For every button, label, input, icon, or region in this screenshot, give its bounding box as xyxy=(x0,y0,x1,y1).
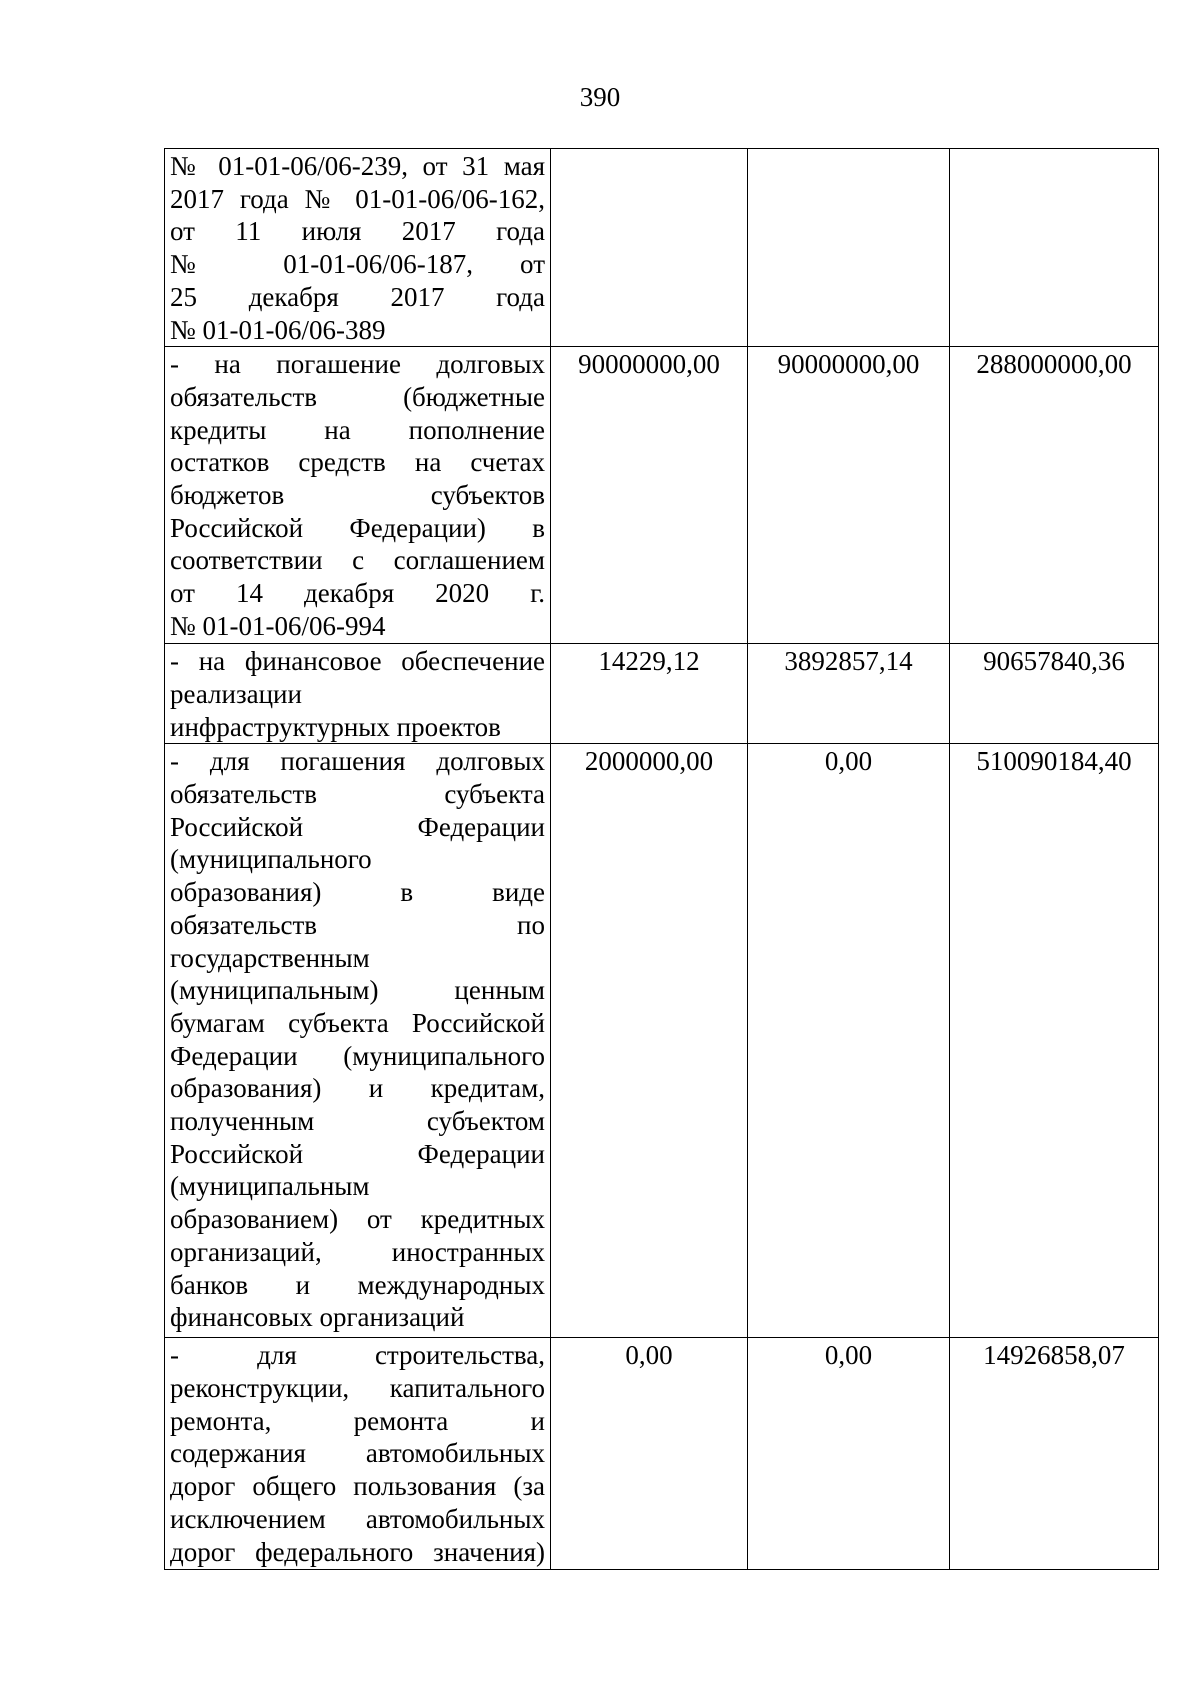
value-cell-3: 14926858,07 xyxy=(950,1338,1159,1570)
value-cell-3 xyxy=(950,149,1159,347)
description-line: 25 декабря 2017 года xyxy=(170,281,545,312)
description-line: финансовых организаций xyxy=(170,1302,465,1333)
value-cell-2: 3892857,14 xyxy=(748,644,950,744)
description-line: содержания автомобильных xyxy=(170,1438,545,1469)
description-line: ремонта, ремонта и xyxy=(170,1405,545,1436)
description-line: образования) и кредитам, xyxy=(170,1073,545,1104)
description-line: Российской Федерации xyxy=(170,1138,545,1169)
description-line: от 11 июля 2017 года xyxy=(170,216,545,247)
budget-table xyxy=(164,148,1159,1570)
description-line: № 01-01-06/06-994 xyxy=(170,610,386,641)
value-cell-2: 90000000,00 xyxy=(748,347,950,644)
description-line: - на финансовое обеспечение xyxy=(170,646,545,677)
value-cell-1: 2000000,00 xyxy=(551,744,748,1338)
description-line: образования) в виде xyxy=(170,877,545,908)
description-line: Российской Федерации) в xyxy=(170,512,545,543)
value-cell-1 xyxy=(551,149,748,347)
value-cell-3: 90657840,36 xyxy=(950,644,1159,744)
description-line: исключением автомобильных xyxy=(170,1503,545,1534)
value-cell-1: 14229,12 xyxy=(551,644,748,744)
description-line: обязательств субъекта xyxy=(170,779,545,810)
value-cell-3: 510090184,40 xyxy=(950,744,1159,1338)
page-number: 390 xyxy=(579,82,621,112)
value-cell-2: 0,00 xyxy=(748,1338,950,1570)
description-line: банков и международных xyxy=(170,1269,545,1300)
description-line: реконструкции, капитального xyxy=(170,1373,545,1404)
description-line: бюджетов субъектов xyxy=(170,480,545,511)
description-line: организаций, иностранных xyxy=(170,1236,545,1267)
description-line: государственным xyxy=(170,942,370,973)
value-cell-2 xyxy=(748,149,950,347)
description-line: остатков средств на счетах xyxy=(170,447,545,478)
description-line: - на погашение долговых xyxy=(170,349,545,380)
table-row xyxy=(165,1338,1159,1570)
row-description xyxy=(165,347,551,644)
description-line: соответствии с соглашением xyxy=(170,545,545,576)
description-line: полученным субъектом xyxy=(170,1106,545,1137)
value-cell-2: 0,00 xyxy=(748,744,950,1338)
description-line: обязательств по xyxy=(170,909,545,940)
description-line: Федерации (муниципального xyxy=(170,1040,545,1071)
description-line: от 14 декабря 2020 г. xyxy=(170,578,545,609)
table-row xyxy=(165,347,1159,644)
row-description xyxy=(165,149,551,347)
row-description xyxy=(165,1338,551,1570)
value-cell-1: 90000000,00 xyxy=(551,347,748,644)
description-line: реализации xyxy=(170,678,302,709)
row-description xyxy=(165,744,551,1338)
description-line: № 01-01-06/06-239, от 31 мая xyxy=(170,151,545,181)
table-row xyxy=(165,149,1159,347)
description-line: инфраструктурных проектов xyxy=(170,711,501,742)
description-line: дорог общего пользования (за xyxy=(170,1471,545,1502)
description-line: 2017 года № 01-01-06/06-162, xyxy=(170,183,545,214)
description-line: - для строительства, xyxy=(170,1340,545,1371)
table-row xyxy=(165,744,1159,1338)
value-cell-1: 0,00 xyxy=(551,1338,748,1570)
description-line: (муниципальным) ценным xyxy=(170,975,545,1006)
description-line: № 01-01-06/06-187, от xyxy=(170,249,545,280)
description-line: кредиты на пополнение xyxy=(170,414,545,445)
value-cell-3: 288000000,00 xyxy=(950,347,1159,644)
table-row xyxy=(165,644,1159,744)
description-line: бумагам субъекта Российской xyxy=(170,1007,545,1038)
description-line: обязательств (бюджетные xyxy=(170,381,545,412)
description-line: дорог федерального значения) xyxy=(170,1536,545,1567)
description-line: образованием) от кредитных xyxy=(170,1204,545,1235)
description-line: Российской Федерации xyxy=(170,811,545,842)
description-line: - для погашения долговых xyxy=(170,746,545,777)
description-line: (муниципальным xyxy=(170,1171,370,1202)
description-line: № 01-01-06/06-389 xyxy=(170,314,386,345)
row-description xyxy=(165,644,551,744)
description-line: (муниципального xyxy=(170,844,372,875)
